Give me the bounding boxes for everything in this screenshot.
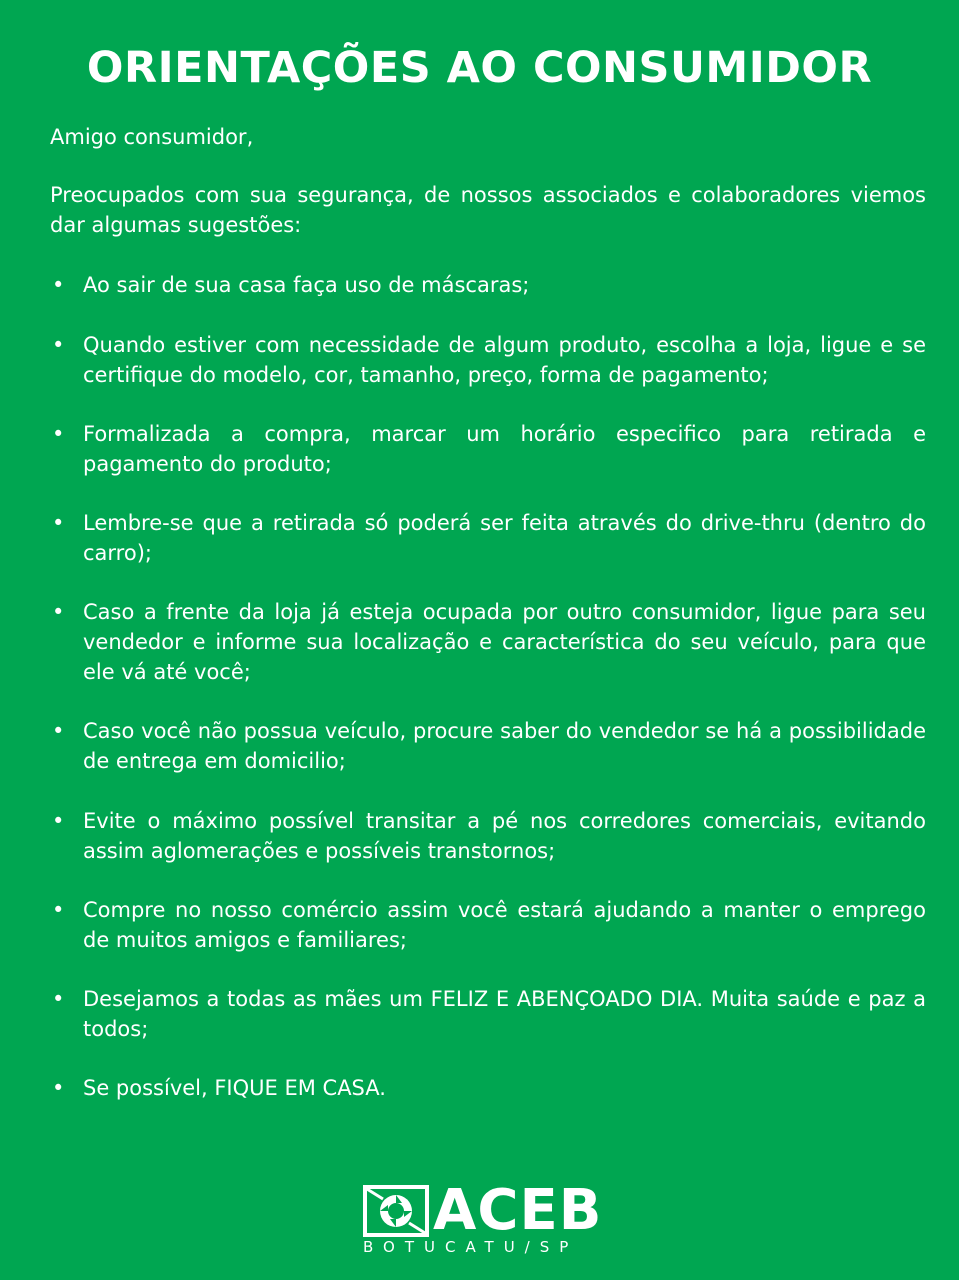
- list-item-text: Caso você não possua veículo, procure saber do vendedor se há a possibilidade de entrega em domicilio;: [83, 719, 926, 773]
- aceb-logo: [363, 1178, 603, 1260]
- bullet-icon: •: [52, 422, 65, 446]
- aceb-logo-icon: [363, 1185, 429, 1237]
- intro-paragraph: Preocupados com sua segurança, de nossos associados e colaboradores viemos dar algumas sugestões:: [50, 183, 926, 237]
- list-item-text: Lembre-se que a retirada só poderá ser feita através do drive-thru (dentro do carro);: [83, 511, 926, 565]
- list-item-text: Se possível, FIQUE EM CASA.: [83, 1076, 386, 1100]
- list-item-text: Evite o máximo possível transitar a pé nos corredores comerciais, evitando assim aglomerações e possíveis transtornos;: [83, 809, 926, 863]
- bullet-icon: •: [52, 898, 65, 922]
- list-item-text: Compre no nosso comércio assim você estará ajudando a manter o emprego de muitos amigos e familiares;: [83, 898, 926, 952]
- list-item-text: Caso a frente da loja já esteja ocupada por outro consumidor, ligue para seu vendedor e informe sua localização e característica do seu veículo, para que ele vá até você;: [83, 600, 926, 684]
- bullet-icon: •: [52, 600, 65, 624]
- bullet-icon: •: [52, 809, 65, 833]
- bullet-icon: •: [52, 333, 65, 357]
- logo-subtitle: BOTUCATU/SP: [363, 1238, 579, 1256]
- list-item-text: Formalizada a compra, marcar um horário especifico para retirada e pagamento do produto;: [83, 422, 926, 476]
- logo-wordmark: ACEB: [433, 1178, 603, 1243]
- bullet-icon: •: [52, 511, 65, 535]
- list-item-text: Quando estiver com necessidade de algum produto, escolha a loja, ligue e se certifique do modelo, cor, tamanho, preço, forma de pagamento;: [83, 333, 926, 387]
- bullet-icon: •: [52, 273, 65, 297]
- bullet-icon: •: [52, 987, 65, 1011]
- bullet-icon: •: [52, 719, 65, 743]
- list-item-text: Desejamos a todas as mães um FELIZ E ABENÇOADO DIA. Muita saúde e paz a todos;: [83, 987, 926, 1041]
- page-title: ORIENTAÇÕES AO CONSUMIDOR: [86, 43, 873, 93]
- greeting: Amigo consumidor,: [50, 125, 254, 149]
- list-item-text: Ao sair de sua casa faça uso de máscaras;: [83, 273, 530, 297]
- bullet-icon: •: [52, 1076, 65, 1100]
